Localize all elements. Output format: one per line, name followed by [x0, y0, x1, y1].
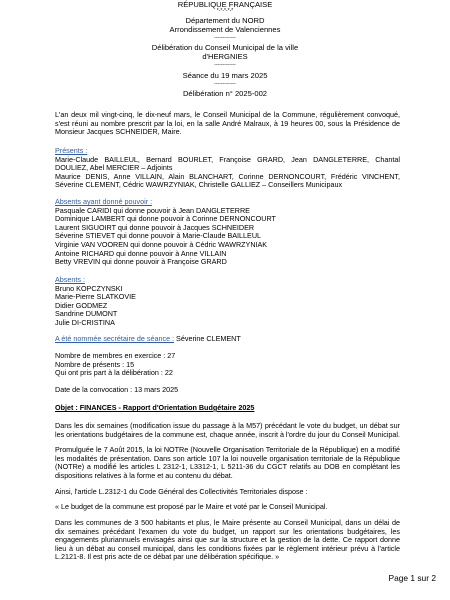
body-paragraph: Dans les dix semaines (modification issue du passage à la M57) précédant le vote du budget, un débat sur les orientations budgétaires de la commune est, chaque année, inscrit à l'ordre du jour du Conseil Municipal. — [55, 421, 400, 439]
secretaire-line — [55, 335, 400, 344]
absent-line: Sandrine DUMONT — [55, 309, 118, 319]
intro-paragraph: L'an deux mil vingt-cinq, le dix-neuf mars, le Conseil Municipal de la Commune, régulièrement convoqué, s'est réuni au nombre prescrit par la loi, en la salle André Malraux, à 19 heures 00, sous la Présidence de Monsieur Jacques SCHNEIDER, Maire. — [55, 110, 400, 137]
presents-adjoints: Marie-Claude BAILLEUL, Bernard BOURLET, Françoise GRARD, Jean DANGLETERRE, Chantal DOULIEZ, Abel MERCIER – Adjoints — [55, 154, 400, 173]
objet-heading: Objet : FINANCES - Rapport d'Orientation Budgétaire 2025 — [55, 403, 255, 412]
presents-conseillers: Maurice DENIS, Anne VILLAIN, Alain BLANCHART, Corinne DERNONCOURT, Frédéric VINCHENT, Séverine CLEMENT, Cédric WAWRZYNIAK, Christelle GALLIEZ – Conseillers Municipaux — [55, 171, 400, 190]
header-republique: RÉPUBLIQUE FRANÇAISE — [177, 0, 273, 9]
body-paragraph: Ainsi, l'article L.2312-1 du Code Général des Collectivités Territoriales dispose : — [55, 487, 308, 496]
body-paragraph: Dans les communes de 3 500 habitants et plus, le Maire présente au Conseil Municipal, dans un délai de dix semaines précédant l'examen du vote du budget, un rapport sur les orientations budgétaires, les engagements pluriannuels envisagés ainsi que sur la structure et la gestion de la dette. Ce rapport donne lieu à un débat au conseil municipal, dans les conditions fixées par le règlement intérieur prévu à l'article L.2121-8. Il est pris acte de ce débat par une délibération spécifique. » — [55, 518, 400, 562]
header-separator: ------------- — [214, 62, 236, 68]
secretaire-name: Séverine CLEMENT — [174, 334, 241, 343]
body-paragraph: Promulguée le 7 Août 2015, la loi NOTRe (Nouvelle Organisation Territoriale de la République) en a modifié les modalités de présentation. Dans son article 107 la loi nouvelle organisation territoriale de la République (NOTRe) a modifié les articles L 2312-1, L3312-1, L 5211-36 du CGCT relatifs au DOB en complétant les dispositions relatives à la forme et au contenu du débat. — [55, 445, 400, 480]
header-stars: *-*-*-*-* — [216, 8, 234, 14]
presents-section — [55, 147, 400, 190]
count-deliberation: Qui ont pris part à la délibération : 22 — [55, 368, 173, 378]
procuration-line: Antoine RICHARD qui donne pouvoir à Anne VILLAIN — [55, 248, 227, 258]
convocation-date: Date de la convocation : 13 mars 2025 — [55, 385, 179, 394]
procurations-section — [55, 198, 400, 267]
procuration-line: Laurent SIGUOIRT qui donne pouvoir à Jacques SCHNEIDER — [55, 222, 255, 232]
header-departement: Département du NORD — [185, 16, 265, 25]
procuration-line: Séverine STIEVET qui donne pouvoir à Marie-Claude BAILLEUL — [55, 231, 262, 241]
page-number: Page 1 sur 2 — [388, 573, 436, 583]
procuration-line: Betty VREVIN qui donne pouvoir à Françoise GRARD — [55, 257, 227, 267]
body-paragraph: « Le budget de la commune est proposé par le Maire et voté par le Conseil Municipal. — [55, 502, 328, 511]
header-separator: ------------- — [214, 35, 236, 41]
count-membres: Nombre de membres en exercice : 27 — [55, 351, 176, 360]
procurations-heading: Absents ayant donné pouvoir : — [55, 197, 153, 206]
counts-section — [55, 352, 400, 378]
absent-line: Bruno KOPCZYNSKI — [55, 283, 123, 293]
header-seance: Séance du 19 mars 2025 — [182, 71, 268, 80]
absent-line: Marie-Pierre SLATKOVIE — [55, 292, 136, 302]
header-arrondissement: Arrondissement de Valenciennes — [169, 25, 281, 34]
absents-heading: Absents : — [55, 275, 85, 284]
procuration-line: Virginie VAN VOOREN qui donne pouvoir à Cédric WAWRZYNIAK — [55, 239, 268, 249]
absent-line: Julie DI-CRISTINA — [55, 317, 115, 327]
procuration-line: Dominique LAMBERT qui donne pouvoir à Corinne DERNONCOURT — [55, 214, 276, 224]
procuration-line: Pasquale CARIDI qui donne pouvoir à Jean DANGLETERRE — [55, 205, 250, 215]
secretaire-label: A été nommée secrétaire de séance : — [55, 334, 175, 343]
count-presents: Nombre de présents : 15 — [55, 359, 135, 369]
header-deliberation-title: Délibération du Conseil Municipal de la ville — [151, 43, 299, 52]
header-separator: ------------- — [214, 81, 236, 87]
presents-heading: Présents : — [55, 146, 88, 155]
absents-section — [55, 276, 400, 328]
header-ville: d'HERGNIES — [202, 52, 248, 61]
absent-line: Didier GODMEZ — [55, 300, 108, 310]
header-deliberation-number: Délibération n° 2025-002 — [182, 89, 268, 98]
